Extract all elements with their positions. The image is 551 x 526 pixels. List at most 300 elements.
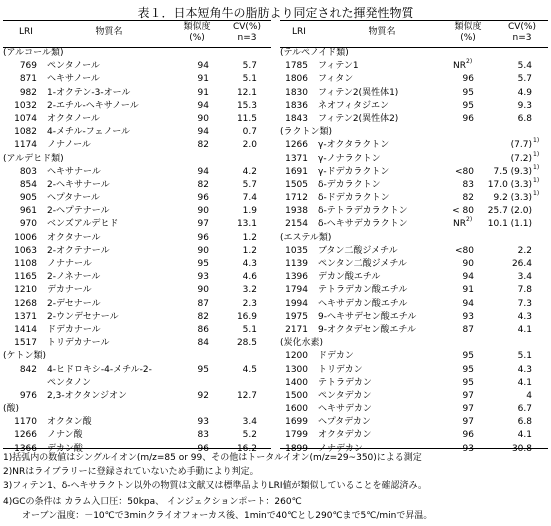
section-label: (アルコール類) <box>3 48 64 58</box>
lri-cell: 1268 <box>14 298 37 309</box>
footnote-1: 1)括弧内の数値はシングルイオン(m/z=85 or 99、その他はトータルイオン(m/z=29~350)による測定 <box>3 453 422 463</box>
name-cell: オクタデカン <box>318 430 372 441</box>
similarity-cell: 93 <box>197 272 209 283</box>
cv-cell: 5.7 <box>242 179 257 190</box>
lri-cell: 1396 <box>285 272 308 283</box>
cv-cell: 5.1 <box>517 351 532 362</box>
cv-cell: 11.5 <box>236 113 257 124</box>
name-cell: フィテン1 <box>318 61 359 72</box>
name-cell: トリデカン <box>318 364 363 375</box>
lri-cell: 1371 <box>14 311 37 322</box>
cv-cell: 4 <box>526 390 532 401</box>
cv-cell: 6.8 <box>517 417 532 428</box>
cv-cell: 5.1 <box>242 324 257 335</box>
name-cell: テトラデカン酸エチル <box>318 285 408 296</box>
similarity-cell: 96 <box>462 113 474 124</box>
table-row <box>280 416 548 429</box>
lri-cell: 905 <box>19 193 37 204</box>
similarity-cell: 90 <box>197 113 209 124</box>
name-header: 物質名 <box>368 27 396 37</box>
name-cell: ドデカン <box>318 351 354 362</box>
lri-cell: 1843 <box>285 113 308 124</box>
table-row <box>3 324 271 337</box>
lri-cell: 1200 <box>285 351 308 362</box>
cv-cell: 3.4 <box>242 417 257 428</box>
cv-cell: 5.1 <box>242 74 257 85</box>
lri-cell: 1300 <box>285 364 308 375</box>
cv-cell: 4.1 <box>517 377 532 388</box>
similarity-cell: 90 <box>462 259 474 269</box>
lri-cell: 871 <box>19 74 37 85</box>
table-row <box>280 192 548 205</box>
similarity-cell: 97 <box>197 219 209 230</box>
similarity-cell: 95 <box>462 377 474 388</box>
similarity-cell: 95 <box>462 364 474 375</box>
cv-cell: 3.2 <box>242 285 257 296</box>
lri-cell: 961 <box>19 206 37 217</box>
table-row <box>280 176 548 192</box>
section-heading <box>3 47 271 60</box>
cv-cell: 7.5 (9.3) <box>493 166 532 177</box>
similarity-footnote-mark: 2) <box>466 58 473 66</box>
similarity-cell: 91 <box>462 285 474 296</box>
name-cell: 2,3-オクタンジオン <box>47 390 127 401</box>
name-cell: デカン酸 <box>47 443 83 454</box>
footnote-2: 2)NRはライブラリーに登録されていないため手動により判定。 <box>3 467 259 477</box>
name-cell: ヘキサデカン <box>318 404 372 415</box>
section-heading <box>3 350 271 363</box>
similarity-cell: 90 <box>197 245 209 256</box>
table-row <box>3 337 271 350</box>
name-cell: γ-オクタラクトン <box>318 140 390 151</box>
cv-cell: 7.8 <box>517 285 532 296</box>
similarity-cell: 95 <box>197 364 209 375</box>
name-cell: フィタン <box>318 74 354 85</box>
lri-cell: 842 <box>19 364 37 375</box>
lri-cell: 1794 <box>285 285 308 296</box>
table-row <box>280 298 548 311</box>
cv-header: CV(%) <box>507 22 536 32</box>
table-title: 表１．日本短角牛の脂肪より同定された揮発性物質 <box>137 6 414 20</box>
name-cell: ノナナール <box>47 259 92 269</box>
name-cell: テトラデカン <box>318 377 372 388</box>
cv-cell: 1.2 <box>242 232 257 243</box>
section-heading <box>3 403 271 416</box>
similarity-cell: 83 <box>462 179 474 190</box>
name-cell: オクタナール <box>47 232 101 243</box>
cv-cell: 7.3 <box>517 298 532 309</box>
lri-cell: 976 <box>19 390 37 401</box>
table-row <box>3 87 271 100</box>
name-cell: デカン酸エチル <box>318 272 381 283</box>
cv-cell: 15.3 <box>236 100 257 111</box>
table-row <box>280 364 548 377</box>
name-cell: 2-ノネナール <box>47 272 101 283</box>
similarity-cell: 96 <box>197 443 209 454</box>
right-table <box>280 20 548 453</box>
name-header: 物質名 <box>95 27 123 37</box>
table-row <box>3 311 271 324</box>
table-row <box>3 364 271 377</box>
cv-cell: 16.2 <box>236 443 257 454</box>
cv-cell: 4.9 <box>517 87 532 98</box>
name-cell: ノナン酸 <box>47 430 83 441</box>
table-row <box>280 100 548 113</box>
cv-cell: 3.4 <box>517 272 532 283</box>
lri-cell: 1108 <box>14 259 37 269</box>
section-label: (炭化水素) <box>280 338 324 349</box>
table-row <box>3 271 271 284</box>
table-row <box>3 166 271 179</box>
lri-cell: 1938 <box>285 206 308 217</box>
name-cell: ペンタデカン <box>318 390 372 401</box>
lri-cell: 1266 <box>14 430 37 441</box>
name-cell: オクタノール <box>47 113 100 124</box>
name-cell: ネオフィタジエン <box>318 100 390 111</box>
section-label: (アルデヒド類) <box>3 153 64 164</box>
name-cell: オクタン酸 <box>47 417 92 428</box>
lri-cell: 1400 <box>285 377 308 388</box>
lri-cell: 1517 <box>14 338 37 349</box>
lri-cell: 1174 <box>14 140 37 151</box>
lri-cell: 1806 <box>285 74 308 85</box>
similarity-cell: 97 <box>462 404 474 415</box>
table-row <box>3 60 271 73</box>
table-row <box>280 350 548 363</box>
name-cell: フィテン2(異性体2) <box>318 113 399 124</box>
lri-cell: 1836 <box>285 100 308 111</box>
table-row <box>3 390 271 403</box>
table-row <box>3 139 271 152</box>
lri-cell: 1366 <box>14 443 37 454</box>
table-row <box>3 245 271 258</box>
cv-cell: 2.2 <box>517 245 532 256</box>
table-row <box>3 258 271 271</box>
table-row <box>280 163 548 179</box>
lri-cell: 1785 <box>285 61 308 72</box>
cv-cell: 12.7 <box>236 390 257 401</box>
lri-header: LRI <box>292 27 306 37</box>
cv-cell: 5.4 <box>517 61 532 72</box>
cv-cell: 9.3 <box>517 100 532 111</box>
cv-cell: 4.1 <box>517 324 532 335</box>
name-cell: ヘキサノール <box>47 74 100 85</box>
cv-cell: 4.2 <box>242 166 257 177</box>
name-cell: 2-ウンデセナール <box>47 311 119 322</box>
section-heading <box>3 153 271 166</box>
lri-cell: 1975 <box>285 311 308 322</box>
similarity-cell: 91 <box>197 87 209 98</box>
cv-cell: 26.4 <box>511 259 532 269</box>
cv-footnote-mark: 1) <box>533 163 540 171</box>
lri-cell: 2154 <box>285 219 308 230</box>
lri-cell: 1712 <box>285 193 308 204</box>
table-row <box>3 429 271 442</box>
lri-cell: 1699 <box>285 417 308 428</box>
similarity-cell: 93 <box>197 417 209 428</box>
table-row <box>280 113 548 126</box>
similarity-cell: 91 <box>197 74 209 85</box>
name-cell: 9-ヘキサデセン酸エチル <box>318 311 417 322</box>
name-cell: ヘキサナール <box>47 166 101 177</box>
similarity-cell: 94 <box>462 298 474 309</box>
name-cell: γ-ドデカラクトン <box>318 166 390 177</box>
similarity-cell: 84 <box>197 338 209 349</box>
cv-cell: 12.1 <box>236 87 257 98</box>
section-heading <box>280 337 548 350</box>
cv-cell: 30.8 <box>511 443 532 454</box>
similarity-cell: 94 <box>197 100 209 111</box>
table-row <box>280 311 548 324</box>
similarity-cell: 96 <box>462 74 474 85</box>
similarity-cell: 82 <box>197 311 209 322</box>
similarity-cell: 93 <box>462 443 474 454</box>
name-cell: δ-デカラクトン <box>318 179 381 190</box>
table-row <box>280 218 548 231</box>
cv-cell: 10.1 (1.1) <box>487 219 532 230</box>
lri-cell: 1899 <box>285 443 308 454</box>
footnote-5: オーブン温度：－10℃で3minクライオフォーカス後、1minで40℃とし290℃まで5℃/minで昇温。 <box>22 511 433 521</box>
table-row <box>280 87 548 100</box>
lri-cell: 970 <box>19 219 37 230</box>
similarity-cell: <80 <box>455 245 474 256</box>
lri-cell: 1170 <box>14 417 37 428</box>
cv-cell: 6.7 <box>517 404 532 415</box>
lri-cell: 1032 <box>14 100 37 111</box>
cv-cell: 5.2 <box>242 430 257 441</box>
section-heading <box>280 126 548 139</box>
section-heading <box>280 47 548 60</box>
footnote-3: 3)フィテン1、δ-ヘキサラクトン以外の物質は文献又は標準品よりLRI値が類似していることを確認済み。 <box>3 481 428 491</box>
table-row <box>280 150 548 166</box>
similarity-cell: 94 <box>197 166 209 177</box>
similarity-header: 類似度 <box>454 22 482 32</box>
similarity-cell: 83 <box>197 430 209 441</box>
cv-footnote-mark: 1) <box>533 137 540 145</box>
name-cell: ペンタン二酸ジメチル <box>318 259 407 269</box>
cv-cell: 13.1 <box>236 219 257 230</box>
similarity-cell: 95 <box>462 100 474 111</box>
similarity-unit-header: (%) <box>460 33 476 43</box>
cv-cell: 1.9 <box>242 206 257 217</box>
name-cell: ペンタノール <box>47 61 100 72</box>
cv-cell: 4.1 <box>517 430 532 441</box>
similarity-cell: 96 <box>197 193 209 204</box>
cv-cell: (7.7) <box>510 140 532 151</box>
section-label: (ラクトン類) <box>280 127 333 138</box>
section-label: (エステル類) <box>280 232 332 243</box>
name-cell: ドデカナール <box>47 324 101 335</box>
cv-n-header: n=3 <box>512 33 532 43</box>
name-cell: ベンズアルデヒド <box>47 219 119 230</box>
name-cell: δ-ヘキサデカラクトン <box>318 219 408 230</box>
table-row <box>280 403 548 416</box>
cv-cell: 4.3 <box>242 259 257 269</box>
lri-cell: 854 <box>19 179 37 190</box>
cv-n-header: n=3 <box>237 33 257 43</box>
table-row <box>3 416 271 429</box>
name-cell: ヘプタナール <box>47 193 100 204</box>
cv-cell: 5.7 <box>242 61 257 72</box>
cv-cell: 5.7 <box>517 74 532 85</box>
name-cell: ヘキサデカン酸エチル <box>318 298 408 309</box>
similarity-unit-header: (%) <box>189 33 205 43</box>
left-table-header <box>3 20 271 46</box>
cv-cell: 17.0 (3.3) <box>487 179 532 190</box>
cv-cell: 2.0 <box>242 140 257 151</box>
name-cell: ノナデカン <box>318 443 363 454</box>
similarity-cell: 95 <box>462 351 474 362</box>
table-row <box>3 284 271 297</box>
similarity-cell: 90 <box>197 206 209 217</box>
similarity-cell: 87 <box>462 324 474 335</box>
similarity-cell: 82 <box>197 179 209 190</box>
name-cell: トリデカナール <box>47 338 110 349</box>
table-row <box>3 73 271 86</box>
table-row <box>3 218 271 231</box>
table-row <box>280 245 548 258</box>
name-cell: デカナール <box>47 285 92 296</box>
table-row <box>280 377 548 390</box>
lri-cell: 1139 <box>285 259 308 269</box>
name-cell: フィテン2(異性体1) <box>318 87 399 98</box>
similarity-cell: 96 <box>462 430 474 441</box>
table-row <box>280 205 548 218</box>
lri-cell: 1082 <box>14 127 37 138</box>
cv-cell: 4.6 <box>242 272 257 283</box>
table-row <box>3 377 271 390</box>
table-row <box>280 284 548 297</box>
similarity-cell: NR <box>453 61 466 72</box>
similarity-cell: 94 <box>197 127 209 138</box>
similarity-cell: 92 <box>197 390 209 401</box>
similarity-cell: 97 <box>462 390 474 401</box>
cv-cell: 28.5 <box>236 338 257 349</box>
lri-cell: 1035 <box>285 245 308 256</box>
similarity-cell: <80 <box>455 166 474 177</box>
lri-header: LRI <box>19 27 33 37</box>
lri-cell: 1691 <box>285 166 308 177</box>
name-cell: ブタン二酸ジメチル <box>318 245 398 256</box>
similarity-cell: 95 <box>462 87 474 98</box>
lri-cell: 1165 <box>14 272 37 283</box>
cv-cell: 9.2 (3.3) <box>493 193 532 204</box>
lri-cell: 1063 <box>14 245 37 256</box>
table-row <box>280 429 548 442</box>
name-cell: 1-オクテン-3-オール <box>47 87 131 98</box>
lri-cell: 1210 <box>14 285 37 296</box>
lri-cell: 982 <box>19 87 37 98</box>
similarity-cell: 93 <box>462 311 474 322</box>
table-row <box>280 73 548 86</box>
name-cell: 2-デセナール <box>47 298 101 309</box>
left-table <box>3 20 271 453</box>
lri-cell: 1994 <box>285 298 308 309</box>
table-row <box>280 139 548 152</box>
name-cell: δ-ドデカラクトン <box>318 193 390 204</box>
right-table-body <box>280 47 548 456</box>
name-cell: 2-オクテナール <box>47 245 110 256</box>
table-row <box>3 232 271 245</box>
lri-cell: 1799 <box>285 430 308 441</box>
cv-cell: 4.5 <box>242 364 257 375</box>
cv-cell: 1.2 <box>242 245 257 256</box>
similarity-cell: 94 <box>462 272 474 283</box>
similarity-cell: 90 <box>197 285 209 296</box>
cv-cell: (7.2) <box>510 153 532 164</box>
lri-cell: 1371 <box>285 153 308 164</box>
name-cell: ノナノール <box>47 140 91 151</box>
lri-cell: 1006 <box>14 232 37 243</box>
table-row <box>280 324 548 337</box>
section-label: (テルペノイド類) <box>280 48 349 58</box>
table-row <box>280 258 548 271</box>
similarity-cell: 87 <box>197 298 209 309</box>
table-row <box>3 179 271 192</box>
lri-cell: 1505 <box>285 179 308 190</box>
cv-cell: 7.4 <box>242 193 257 204</box>
lri-cell: 1830 <box>285 87 308 98</box>
section-heading <box>280 232 548 245</box>
cv-cell: 2.3 <box>242 298 257 309</box>
table-row <box>3 100 271 113</box>
lri-cell: 769 <box>19 61 37 72</box>
similarity-cell: < 80 <box>452 206 474 217</box>
name-cell: 2-エチル-ヘキサノール <box>47 100 139 111</box>
similarity-cell: 97 <box>462 417 474 428</box>
cv-footnote-mark: 1) <box>533 190 540 198</box>
footnote-4: 4)GCの条件は カラム入口圧：50kpa、 インジェクションポート：260℃ <box>3 497 302 507</box>
similarity-header: 類似度 <box>183 22 211 32</box>
section-label: (酸) <box>3 404 20 415</box>
name-cell: 4-メチル-フェノール <box>47 127 131 138</box>
table-row <box>280 390 548 403</box>
lri-cell: 1074 <box>14 113 37 124</box>
cv-footnote-mark: 1) <box>533 176 540 184</box>
cv-cell: 25.7 (2.0) <box>487 206 532 217</box>
cv-cell: 0.7 <box>242 127 257 138</box>
table-row <box>3 126 271 139</box>
cv-cell: 4.3 <box>517 364 532 375</box>
table-row <box>280 60 548 73</box>
lri-cell: 1500 <box>285 390 308 401</box>
section-label: (ケトン類) <box>3 351 47 362</box>
name-cell: ペンタノン <box>47 377 92 388</box>
cv-footnote-mark: 1) <box>533 150 540 158</box>
cv-cell: 6.8 <box>517 113 532 124</box>
cv-header: CV(%) <box>232 22 261 32</box>
table-row <box>3 298 271 311</box>
lri-cell: 803 <box>19 166 37 177</box>
table-row <box>280 271 548 284</box>
similarity-cell: 94 <box>197 61 209 72</box>
lri-cell: 1266 <box>285 140 308 151</box>
similarity-cell: NR <box>453 219 466 230</box>
right-table-header <box>280 20 548 46</box>
similarity-cell: 82 <box>197 140 209 151</box>
name-cell: 9-オクタデセン酸エチル <box>318 324 416 335</box>
similarity-cell: 95 <box>197 259 209 269</box>
left-table-body <box>3 47 271 456</box>
lri-cell: 1414 <box>14 324 37 335</box>
cv-cell: 16.9 <box>236 311 257 322</box>
similarity-cell: 96 <box>197 232 209 243</box>
similarity-cell: 86 <box>197 324 209 335</box>
table-row <box>3 192 271 205</box>
table-row <box>3 205 271 218</box>
similarity-footnote-mark: 2) <box>466 216 473 224</box>
name-cell: δ-テトラデカラクトン <box>318 206 408 217</box>
